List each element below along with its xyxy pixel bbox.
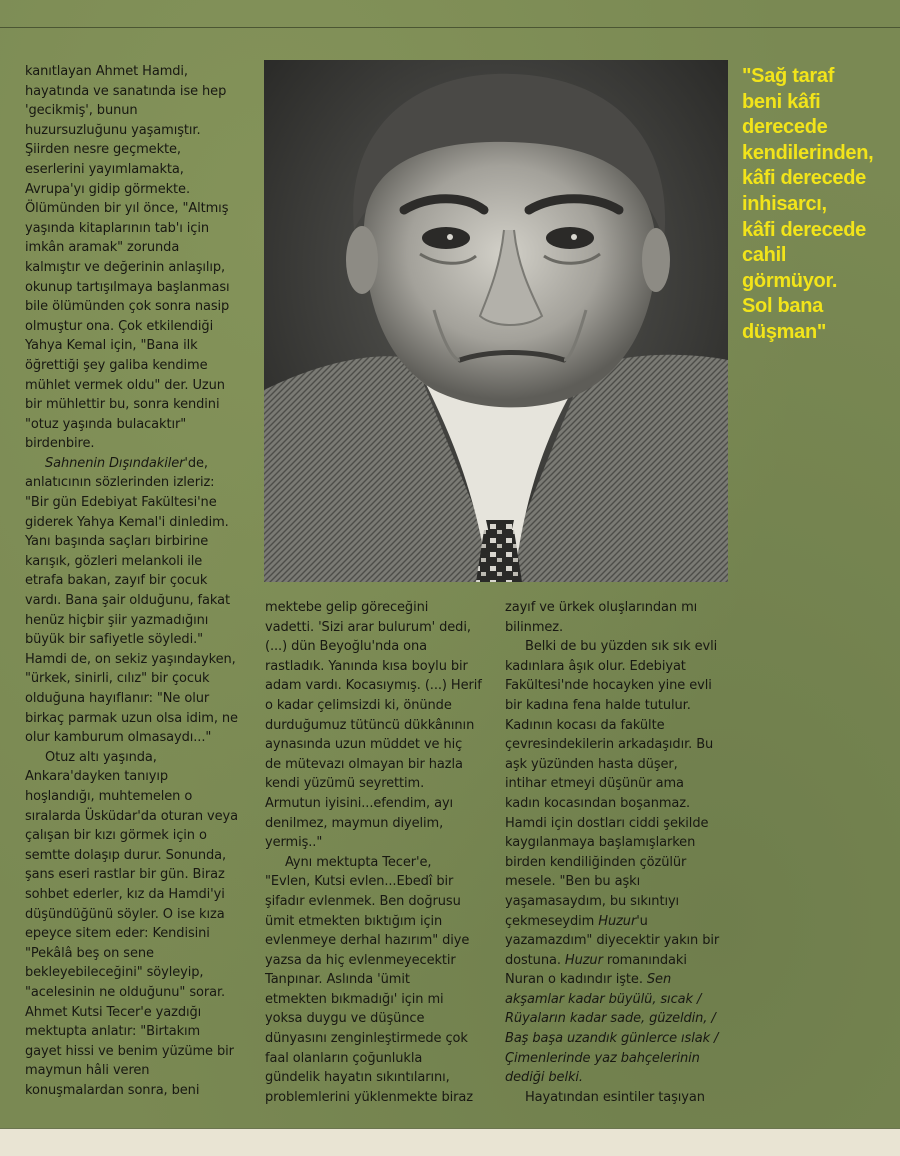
article-column-3 [505, 598, 737, 1107]
paragraph-text: Aynı mektupta Tecer'e, "Evlen, Kutsi evlen...Ebedî bir şifadır evlenmek. Ben doğrusu ümit etmekten bıktığım için evlenmeye derhal hazırım" diye yazsa da hiç evlenmeyecektir Tanpınar. Aslında 'ümit etmekten bıkmadığı' için mi yoksa duygu ve düşünce dünyasını zenginleştirmede çok faal olanların çoğunlukla gündelik hayatın sıkıntılarını, problemlerini yüklenmekte biraz [265, 854, 473, 1105]
paragraph [25, 454, 257, 748]
article-column-1 [25, 62, 257, 1100]
paragraph-text: Otuz altı yaşında, Ankara'dayken tanıyıp hoşlandığı, muhtemelen o sıralarda Üsküdar'da oturan veya çalışan bir kızı görmek için o semtte dolaşıp durur. Sonunda, şans eseri rastlar bir gün. Biraz sohbet ederler, kız da Hamdi'yi düşündüğünü söyler. O ise kıza epeyce sitem eder: Kendisini "Pekâlâ beş on sene bekleyebileceğini" söyleyip, "acelesinin ne olduğunu" sorar. Ahmet Kutsi Tecer'e yazdığı mektupta anlatır: "Birtakım gayet hissi ve benim yüzüme bir maymun hâli veren konuşmalardan sonra, beni [25, 749, 239, 1098]
paragraph-text: mektebe gelip göreceğini vadetti. 'Sizi arar bulurum' dedi, (...) dün Beyoğlu'nda ona rastladık. Yanında kısa boylu bir adam vardı. Kocasıymış. (...) Herif o kadar çelimsizdi ki, önünde durduğumuz tütüncü dükkânının aynasında uzun müddet ve hiç de mütevazı olmayan bir hazla kendi yüzümü seyrettim. Armutun iyisini...efendim, ayı denilmez, maymun diyelim, yermiş.." [265, 600, 482, 851]
paragraph [505, 1088, 737, 1108]
paragraph-text: 'de, anlatıcının sözlerinden izleriz: "Bir gün Edebiyat Fakültesi'ne giderek Yahya Kemal'i dinledim. Yanı başında saçları birbirine karışık, gözleri melankoli ile etrafa bakan, zayıf bir çocuk vardı. Bana şair olduğunu, fakat henüz hiçbir şiir yazmadığını büyük bir safiyetle söyledi." Hamdi de, on sekiz yaşındayken, "ürkek, sinirli, cılız" bir çocuk olduğuna hayıflanır: "Ne olur birkaç parmak uzun olsa idim, ne olur kamburum olmasaydı..." [25, 455, 238, 746]
pull-quote: "Sağ taraf beni kâfi derecede kendilerinden, kâfi derecede inhisarcı, kâfi derecede cahil görmüyor. Sol bana düşman" [742, 65, 874, 343]
paragraph [25, 748, 257, 1101]
paragraph-text: Hayatından esintiler taşıyan [525, 1089, 705, 1105]
paragraph-text: Belki de bu yüzden sık sık evli kadınlara âşık olur. Edebiyat Fakültesi'nde hocayken yine evli bir kadına fena halde tutulur. Kadının kocası da fakülte çevresindekilerin arkadaşıdır. Bu aşk yüzünden hasta düşer, intihar etmeyi düşünür ama kadın kocasından boşanmaz. Hamdi için dostları ciddi şekilde kaygılanmaya başlamışlarken birden kendiliğinden çözülür mesele. "Ben bu aşkı yaşamasaydım, bu sıkıntıyı çekmeseydim [505, 639, 718, 929]
paragraph-text: zayıf ve ürkek oluşlarından mı bilinmez. [505, 600, 698, 635]
page-bottom-margin [0, 1128, 900, 1156]
italic-text: Huzur [598, 913, 637, 929]
portrait-photo [264, 60, 728, 582]
italic-text: Sahnenin Dışındakiler [45, 455, 185, 471]
paragraph [265, 598, 497, 853]
italic-text: Huzur [564, 952, 603, 968]
paragraph [505, 637, 737, 1088]
top-rule [0, 27, 900, 28]
paragraph-text: 'u yazamazdım" diyecektir yakın bir dostuna. [505, 913, 720, 968]
paragraph [265, 853, 497, 1108]
paragraph-text: romanındaki Nuran o kadındır işte. [505, 952, 687, 988]
article-column-2 [265, 598, 497, 1107]
paragraph-text: kanıtlayan Ahmet Hamdi, hayatında ve sanatında ise hep 'gecikmiş', bunun huzursuzluğunu yaşamıştır. Şiirden nesre geçmekte, eserlerini yayımlamakta, Avrupa'yı gidip görmekte. Ölümünden bir yıl önce, "Altmış yaşında kitaplarının tab'ı için imkân aramak" zorunda kalmıştır ve değerinin anlaşılıp, okunup tartışılmaya başlanması bile ölümünden çok sonra nasip olmuştur ona. Çok etkilendiği Yahya Kemal için, "Bana ilk öğrettiği şey galiba kendime mühlet vermek oldu" der. Uzun bir mühlettir bu, sonra kendini "otuz yaşında bulacaktır" birdenbire. [25, 64, 230, 452]
paragraph [505, 598, 737, 637]
portrait-photo-icon [264, 60, 728, 582]
italic-text: Sen akşamlar kadar büyülü, sıcak / Rüyaların kadar sade, güzeldin, / Baş başa uzandık günlerce ıslak / Çimenlerinde yaz bahçelerinin dediği belki. [505, 972, 719, 1086]
paragraph [25, 62, 257, 454]
